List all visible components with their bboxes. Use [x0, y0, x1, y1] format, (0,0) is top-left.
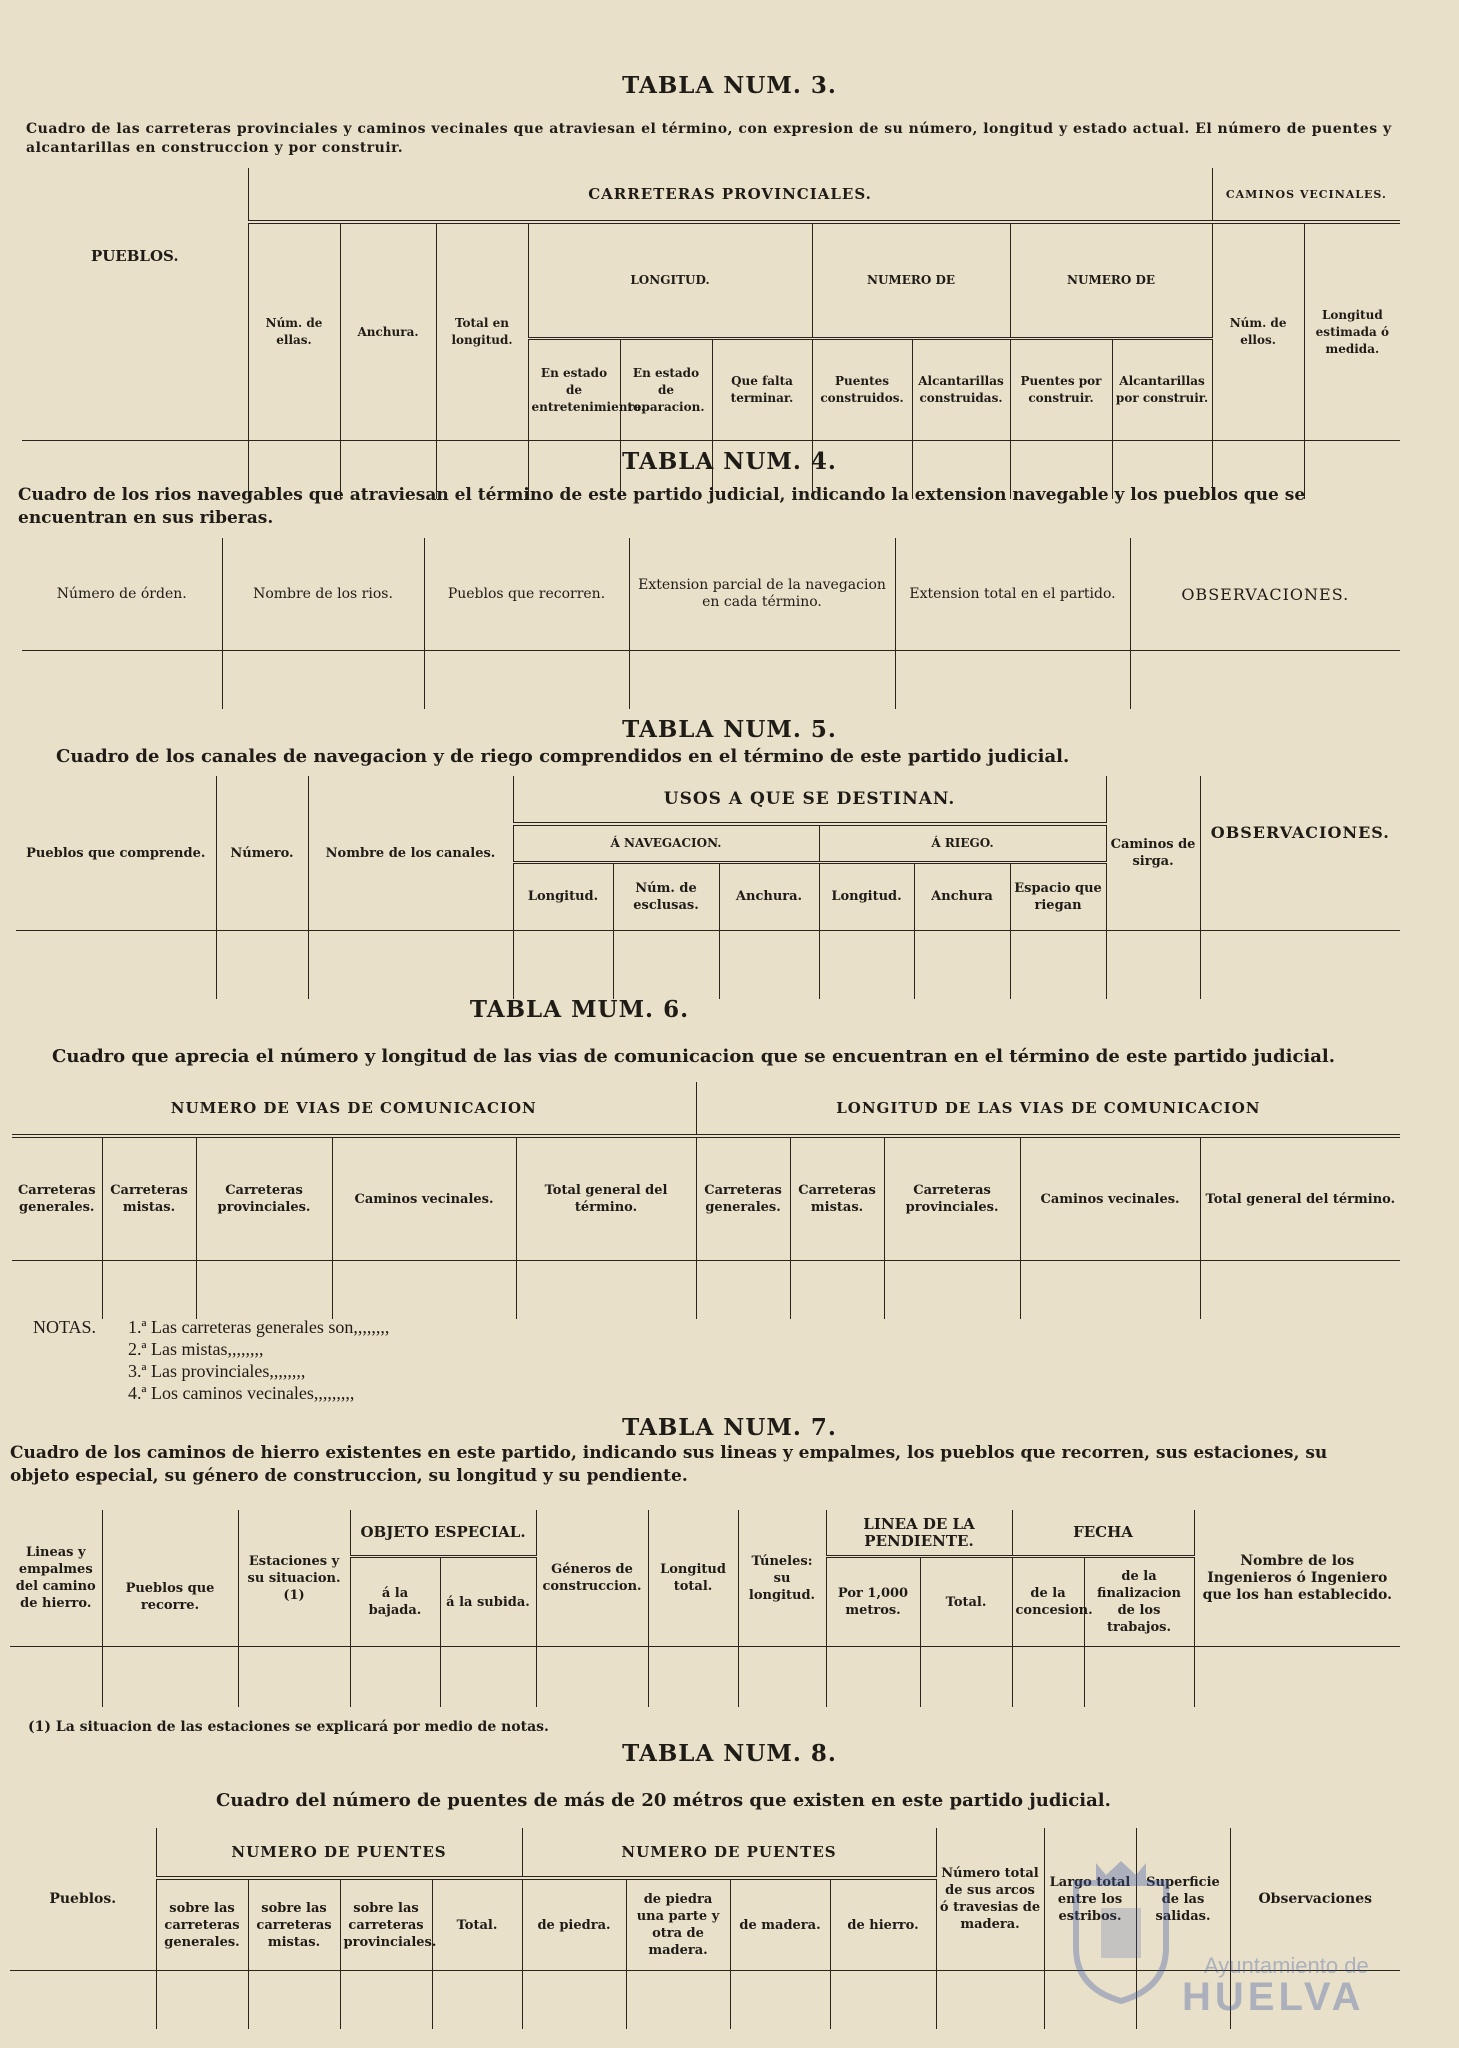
table-5-title: TABLA NUM. 5. [622, 716, 837, 743]
col-anchura-navegacion: Anchura. [719, 862, 819, 930]
group-numero-puentes-1: NUMERO DE PUENTES [156, 1828, 522, 1878]
group-linea-pendiente: LINEA DE LA PENDIENTE. [826, 1510, 1012, 1557]
col-de-madera: de madera. [730, 1878, 830, 1971]
col-bajada: á la bajada. [350, 1557, 440, 1647]
note-item: 2.ª Las mistas,,,,,,,, [128, 1339, 264, 1359]
table-4-title: TABLA NUM. 4. [622, 448, 837, 475]
col-de-hierro: de hierro. [830, 1878, 936, 1971]
col-sobre-provinciales: sobre las carreteras provinciales. [340, 1878, 432, 1971]
watermark-line1: Ayuntamiento de [1204, 1953, 1369, 1978]
col-longitud-navegacion: Longitud. [513, 862, 613, 930]
col-long-carreteras-generales: Carreteras generales. [696, 1136, 790, 1261]
col-de-piedra: de piedra. [522, 1878, 626, 1971]
col-puentes-por-construir: Puentes por construir. [1010, 339, 1112, 441]
table-5-description: Cuadro de los canales de navegacion y de riego comprendidos en el término de este partido judicial. [56, 746, 1070, 767]
col-longitud-total: Longitud total. [648, 1510, 738, 1647]
col-numero-orden: Número de órden. [22, 538, 222, 651]
col-espacio-riegan: Espacio que riegan [1010, 862, 1106, 930]
note-item: 3.ª Las provinciales,,,,,,,, [128, 1361, 306, 1381]
col-sobre-mistas: sobre las carreteras mistas. [248, 1878, 340, 1971]
col-extension-parcial: Extension parcial de la navegacion en cada término. [629, 538, 895, 651]
col-ingenieros: Nombre de los Ingenieros ó Ingeniero que los han establecido. [1194, 1510, 1400, 1647]
col-long-carreteras-provinciales: Carreteras provinciales. [884, 1136, 1020, 1261]
col-puentes-construidos: Puentes construidos. [812, 339, 912, 441]
col-num-carreteras-generales: Carreteras generales. [12, 1136, 102, 1261]
group-numero-de-1: NUMERO DE [812, 222, 1010, 339]
col-long-total-general: Total general del término. [1200, 1136, 1400, 1261]
col-lineas-empalmes: Lineas y empalmes del camino de hierro. [10, 1510, 102, 1647]
col-total-pendiente: Total. [920, 1557, 1012, 1647]
col-piedra-madera: de piedra una parte y otra de madera. [626, 1878, 730, 1971]
ayuntamiento-watermark [1056, 1845, 1386, 2020]
col-extension-total: Extension total en el partido. [895, 538, 1130, 651]
group-objeto-especial: OBJETO ESPECIAL. [350, 1510, 536, 1557]
table-7-footnote: (1) La situacion de las estaciones se explicará por medio de notas. [28, 1719, 549, 1735]
table-6-empty-cell [12, 1261, 102, 1320]
col-falta-terminar: Que falta terminar. [712, 339, 812, 441]
group-usos: USOS A QUE SE DESTINAN. [513, 776, 1106, 824]
col-pueblos: PUEBLOS. [22, 168, 248, 441]
col-observaciones: OBSERVACIONES. [1200, 776, 1400, 931]
col-total-longitud: Total en longitud. [436, 222, 528, 441]
col-largo-total: Largo total entre los estribos. [1044, 1828, 1136, 1971]
table-4 [22, 538, 1400, 709]
col-subida: á la subida. [440, 1557, 536, 1647]
table-7-description: Cuadro de los caminos de hierro existentes en este partido, indicando sus lineas y empalmes, los pueblos que recorren, sus estaciones, su objeto especial, su género de construccion, su longitud y su pendiente. [10, 1443, 1328, 1486]
col-total-puentes: Total. [432, 1878, 522, 1971]
col-pueblos-recorre: Pueblos que recorre. [102, 1510, 238, 1647]
col-esclusas: Núm. de esclusas. [613, 862, 719, 930]
col-pueblos-comprende: Pueblos que comprende. [16, 776, 216, 931]
table-5 [16, 776, 1400, 999]
group-longitud-vias: LONGITUD DE LAS VIAS DE COMUNICACION [696, 1082, 1400, 1136]
table-4-empty-cell [22, 651, 222, 710]
group-fecha: FECHA [1012, 1510, 1194, 1557]
col-observaciones: OBSERVACIONES. [1130, 538, 1400, 651]
group-longitud: LONGITUD. [528, 222, 812, 339]
col-pueblos: Pueblos. [10, 1828, 156, 1971]
col-pueblos-recorren: Pueblos que recorren. [424, 538, 629, 651]
col-nombre-canales: Nombre de los canales. [308, 776, 513, 931]
group-navegacion: Á NAVEGACION. [513, 824, 819, 862]
col-generos-construccion: Géneros de construccion. [536, 1510, 648, 1647]
table-7-title: TABLA NUM. 7. [622, 1414, 837, 1441]
table-7-empty-cell [10, 1647, 102, 1708]
table-5-empty-cell [16, 931, 216, 1000]
col-alcantarillas-construidas: Alcantarillas construidas. [912, 339, 1010, 441]
col-sobre-generales: sobre las carreteras generales. [156, 1878, 248, 1971]
notes-label: NOTAS. [33, 1317, 97, 1337]
col-longitud-riego: Longitud. [819, 862, 914, 930]
col-fecha-finalizacion: de la finalizacion de los trabajos. [1084, 1557, 1194, 1647]
col-fecha-concesion: de la concesion. [1012, 1557, 1084, 1647]
table-3-description: Cuadro de las carreteras provinciales y caminos vecinales que atraviesan el término, con expresion de su número, longitud y estado actual. El número de puentes y alcantarillas en construccion y por construir. [26, 121, 1392, 156]
col-alcantarillas-por-construir: Alcantarillas por construir. [1112, 339, 1212, 441]
col-entretenimiento: En estado de entretenimiento. [528, 339, 620, 441]
table-4-description: Cuadro de los rios navegables que atraviesan el término de este partido judicial, indicando la extension navegable y los pueblos que se encuentran en sus riberas. [18, 485, 1306, 528]
col-tuneles: Túneles: su longitud. [738, 1510, 826, 1647]
col-num-ellos: Núm. de ellos. [1212, 222, 1304, 441]
table-3-title: TABLA NUM. 3. [622, 72, 837, 99]
group-riego: Á RIEGO. [819, 824, 1106, 862]
col-longitud-estimada: Longitud estimada ó medida. [1304, 222, 1400, 441]
col-long-carreteras-mistas: Carreteras mistas. [790, 1136, 884, 1261]
col-num-carreteras-provinciales: Carreteras provinciales. [196, 1136, 332, 1261]
notes-block [33, 1316, 389, 1404]
col-anchura-riego: Anchura [914, 862, 1010, 930]
col-num-ellas: Núm. de ellas. [248, 222, 340, 441]
watermark-line2: HUELVA [1182, 1975, 1365, 2019]
col-num-caminos-vecinales: Caminos vecinales. [332, 1136, 516, 1261]
table-6 [12, 1082, 1400, 1319]
col-observaciones: Observaciones [1230, 1828, 1400, 1971]
col-reparacion: En estado de reparacion. [620, 339, 712, 441]
col-por-mil-metros: Por 1,000 metros. [826, 1557, 920, 1647]
col-estaciones: Estaciones y su situacion. (1) [238, 1510, 350, 1647]
note-item: 1.ª Las carreteras generales son,,,,,,,, [128, 1317, 390, 1337]
note-item: 4.ª Los caminos vecinales,,,,,,,,, [128, 1383, 355, 1403]
group-numero-puentes-2: NUMERO DE PUENTES [522, 1828, 936, 1878]
coat-of-arms-icon [1066, 1853, 1176, 2003]
col-numero-arcos: Número total de sus arcos ó travesias de madera. [936, 1828, 1044, 1971]
col-anchura: Anchura. [340, 222, 436, 441]
col-numero: Número. [216, 776, 308, 931]
col-nombre-rios: Nombre de los rios. [222, 538, 424, 651]
table-8-description: Cuadro del número de puentes de más de 20 métros que existen en este partido judicial. [216, 1790, 1111, 1811]
table-8-title: TABLA NUM. 8. [622, 1740, 837, 1767]
col-superficie-salidas: Superficie de las salidas. [1136, 1828, 1230, 1971]
col-caminos-sirga: Caminos de sirga. [1106, 776, 1200, 931]
table-8-empty-cell [10, 1971, 156, 2030]
table-6-description: Cuadro que aprecia el número y longitud de las vias de comunicacion que se encuentran en el término de este partido judicial. [52, 1046, 1336, 1067]
col-num-carreteras-mistas: Carreteras mistas. [102, 1136, 196, 1261]
table-7 [10, 1510, 1400, 1707]
col-long-caminos-vecinales: Caminos vecinales. [1020, 1136, 1200, 1261]
table-6-title: TABLA MUM. 6. [469, 996, 690, 1023]
group-carreteras-provinciales: CARRETERAS PROVINCIALES. [248, 168, 1212, 222]
col-num-total-general: Total general del término. [516, 1136, 696, 1261]
group-numero-vias: NUMERO DE VIAS DE COMUNICACION [12, 1082, 696, 1136]
group-caminos-vecinales: CAMINOS VECINALES. [1212, 168, 1400, 222]
group-numero-de-2: NUMERO DE [1010, 222, 1212, 339]
